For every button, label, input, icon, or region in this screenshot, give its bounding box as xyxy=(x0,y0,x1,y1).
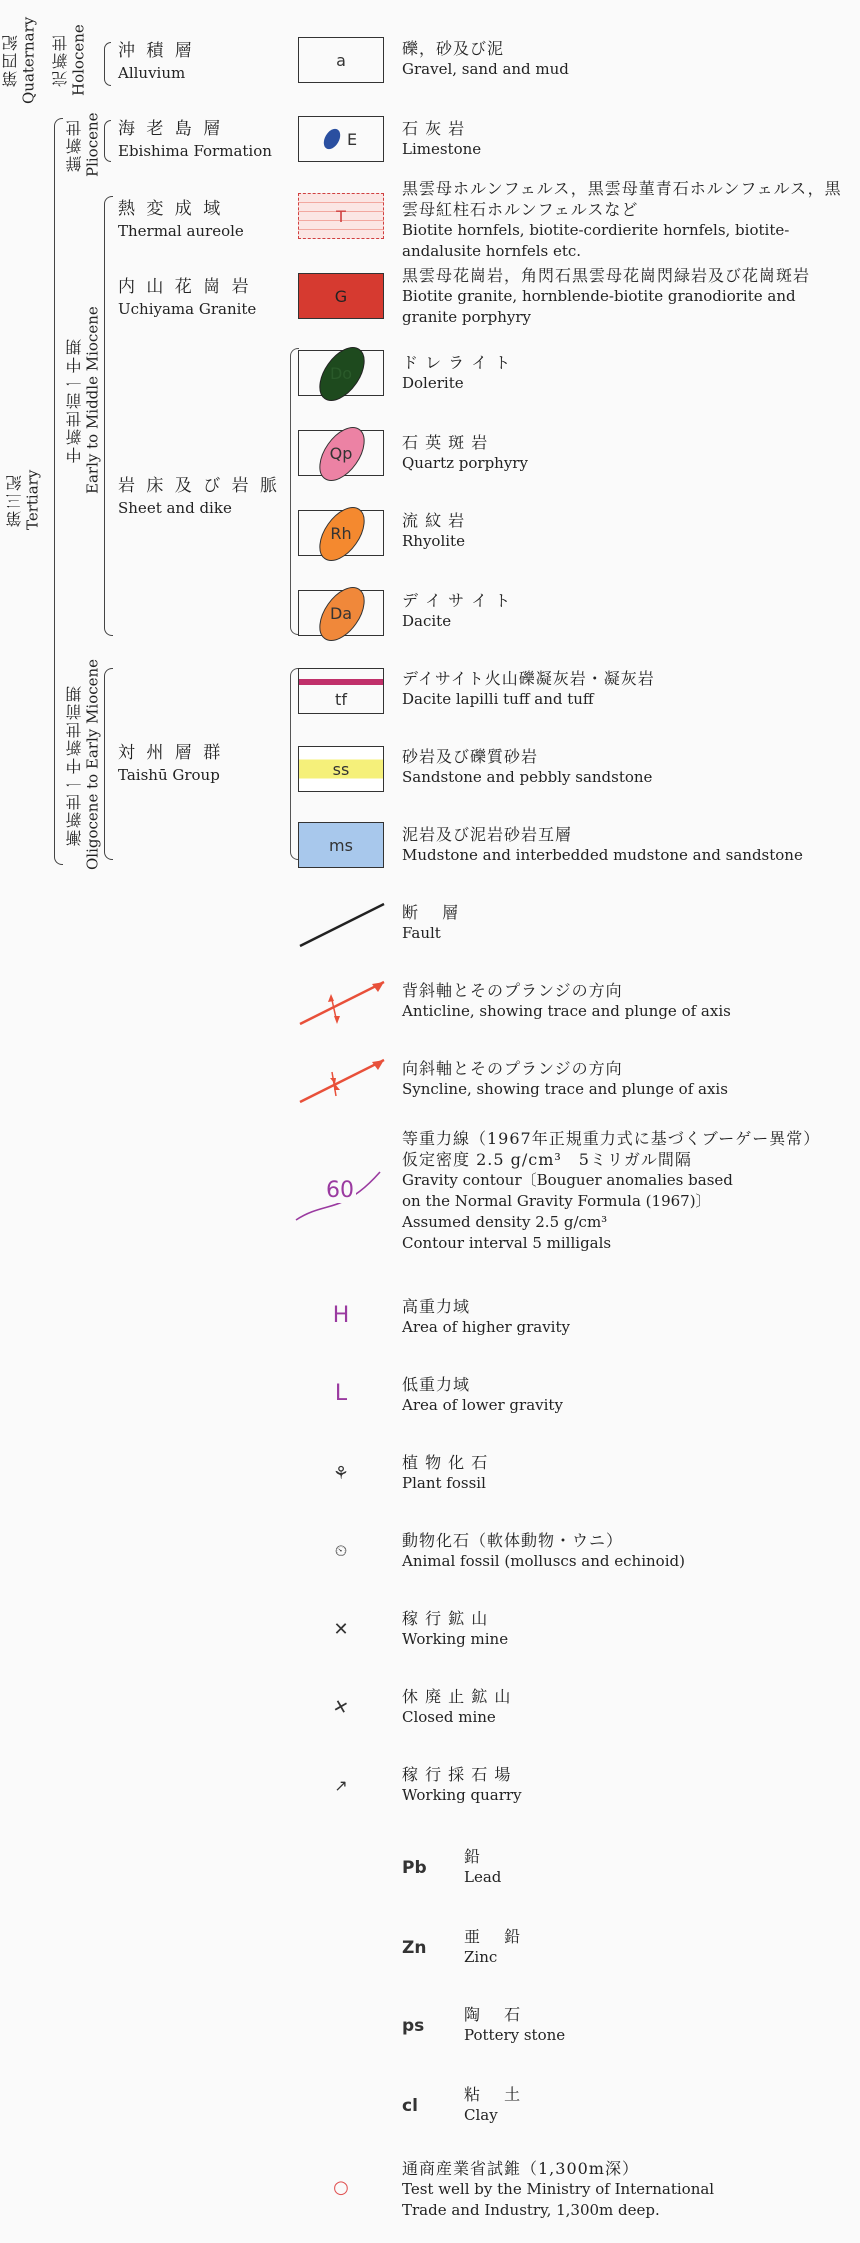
symbol-desc-plant: 植 物 化 石 Plant fossil xyxy=(402,1453,489,1492)
unit-box-a: a xyxy=(298,37,384,83)
fault-line-icon xyxy=(298,900,388,950)
syncline-icon xyxy=(298,1056,388,1106)
epoch-holocene: 完新世 Holocene xyxy=(51,24,88,96)
symbol-desc-quarry: 稼 行 採 石 場 Working quarry xyxy=(402,1765,522,1804)
period-tertiary: 第三紀 Tertiary xyxy=(5,469,42,531)
brace-tertiary xyxy=(54,118,63,865)
formation-sheet: 岩 床 及 び 岩 脈 Sheet and dike xyxy=(118,476,281,517)
test-well-icon: ○ xyxy=(333,2176,349,2198)
unit-box-g: G xyxy=(298,273,384,319)
unit-box-da: Da xyxy=(298,590,384,636)
brace-miocene xyxy=(104,196,113,636)
brace-holocene xyxy=(104,42,111,86)
symbol-desc-gravity: 等重力線（1967年正規重力式に基づくブーゲー異常） 仮定密度 2.5 g/cm³ 5ミリガル間隔 Gravity contour〔Bouguer anomalies based on the Normal Gravity Formula (1967)〕 Assumed density 2.5 g/cm³ Contour interval 5 milligals xyxy=(402,1129,821,1252)
animal-fossil-icon: ⏲ xyxy=(334,1541,348,1560)
quarry-icon: ↗ xyxy=(334,1775,348,1795)
unit-box-ss: ss xyxy=(298,746,384,792)
symbol-desc-working-mine: 稼 行 鉱 山 Working mine xyxy=(402,1609,509,1648)
formation-taishu: 対 州 層 群 Taishū Group xyxy=(118,743,224,784)
unit-box-rh: Rh xyxy=(298,510,384,556)
formation-uchiyama: 内 山 花 崗 岩 Uchiyama Granite xyxy=(118,277,257,318)
symbol-desc-zinc: 亜 鉛 Zinc xyxy=(464,1927,522,1966)
plant-fossil-icon: ⚘ xyxy=(332,1462,350,1484)
limestone-dot-icon xyxy=(320,126,343,152)
clay-label: cl xyxy=(402,2096,418,2116)
formation-ebishima: 海 老 島 層 Ebishima Formation xyxy=(118,119,272,160)
epoch-oligocene: 漸新世一中新世前期 Oligocene to Early Miocene xyxy=(65,658,102,870)
formation-alluvium: 沖 積 層 Alluvium xyxy=(118,41,195,82)
pottery-label: ps xyxy=(402,2016,425,2036)
lead-icon xyxy=(298,1844,402,1890)
lead-label: Pb xyxy=(402,1858,427,1878)
unit-desc-qp: 石 英 斑 岩 Quartz porphyry xyxy=(402,433,528,472)
symbol-desc-high: 高重力域 Area of higher gravity xyxy=(402,1297,570,1336)
gravity-contour-label: 60 xyxy=(326,1178,354,1203)
unit-box-t: T xyxy=(298,193,384,239)
unit-box-tf: tf xyxy=(298,668,384,714)
closed-mine-icon: ✕ xyxy=(330,1694,352,1720)
epoch-pliocene: 鮮新世 Pliocene xyxy=(65,112,102,178)
low-gravity-icon: L xyxy=(334,1380,348,1406)
unit-desc-do: ド レ ラ イ ト Dolerite xyxy=(402,353,512,392)
unit-desc-ss: 砂岩及び礫質砂岩 Sandstone and pebbly sandstone xyxy=(402,747,653,786)
symbol-desc-syncline: 向斜軸とそのプランジの方向 Syncline, showing trace and plunge of axis xyxy=(402,1059,728,1098)
period-quaternary: 第四紀 Quaternary xyxy=(1,16,38,104)
unit-desc-a: 礫，砂及び泥 Gravel, sand and mud xyxy=(402,39,569,78)
unit-desc-e: 石 灰 岩 Limestone xyxy=(402,119,482,158)
unit-desc-rh: 流 紋 岩 Rhyolite xyxy=(402,511,466,550)
symbol-desc-animal: 動物化石（軟体動物・ウニ） Animal fossil (molluscs and echinoid) xyxy=(402,1531,685,1570)
symbol-desc-lead: 鉛 Lead xyxy=(464,1847,502,1886)
symbol-desc-clay: 粘 土 Clay xyxy=(464,2085,522,2124)
symbol-desc-fault: 断 層 Fault xyxy=(402,903,460,942)
working-mine-icon: ✕ xyxy=(333,1618,349,1640)
symbol-desc-pottery: 陶 石 Pottery stone xyxy=(464,2005,566,2044)
unit-box-e: E xyxy=(298,116,384,162)
epoch-miocene: 中新世前一中期 Early to Middle Miocene xyxy=(65,306,102,494)
formation-thermal: 熱 変 成 域 Thermal aureole xyxy=(118,199,244,240)
unit-desc-da: デ イ サ イ ト Dacite xyxy=(402,591,512,630)
unit-box-do: Do xyxy=(298,350,384,396)
symbol-desc-well: 通商産業省試錐（1,300m深） Test well by the Ministry of International Trade and Industry, 1,300m deep. xyxy=(402,2159,715,2219)
unit-desc-t: 黒雲母ホルンフェルス，黒雲母菫青石ホルンフェルス，黒雲母紅柱石ホルンフェルスなど Biotite hornfels, biotite-cordierite hornfels, biotite-andalusite hornfels etc. xyxy=(402,179,842,260)
symbol-desc-low: 低重力域 Area of lower gravity xyxy=(402,1375,563,1414)
brace-oligocene xyxy=(104,668,113,860)
unit-box-ms: ms xyxy=(298,822,384,868)
tuff-band xyxy=(299,679,383,685)
unit-desc-g: 黒雲母花崗岩，角閃石黒雲母花崗閃緑岩及び花崗斑岩 Biotite granite, hornblende-biotite granodiorite and granite porphyry xyxy=(402,266,811,326)
anticline-icon xyxy=(298,978,388,1028)
zinc-label: Zn xyxy=(402,1938,427,1958)
symbol-desc-anticline: 背斜軸とそのプランジの方向 Anticline, showing trace and plunge of axis xyxy=(402,981,731,1020)
brace-pliocene xyxy=(104,120,111,162)
high-gravity-icon: H xyxy=(332,1302,350,1328)
unit-desc-tf: デイサイト火山礫凝灰岩・凝灰岩 Dacite lapilli tuff and tuff xyxy=(402,669,655,708)
unit-desc-ms: 泥岩及び泥岩砂岩互層 Mudstone and interbedded mudstone and sandstone xyxy=(402,825,803,864)
unit-box-qp: Qp xyxy=(298,430,384,476)
symbol-desc-closed-mine: 休 廃 止 鉱 山 Closed mine xyxy=(402,1687,512,1726)
